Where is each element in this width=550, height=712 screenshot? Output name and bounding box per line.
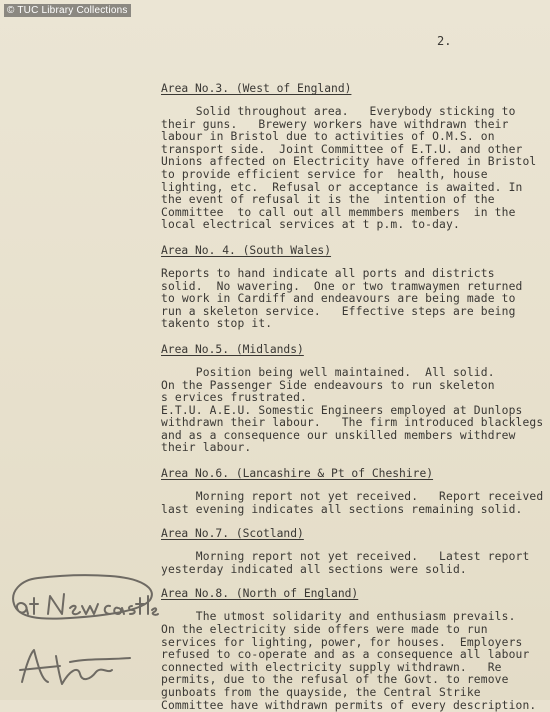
text-line: last evening indicates all sections remaining solid. (161, 502, 523, 516)
text-line: On the electricity side offers were made to run (161, 623, 488, 637)
text-line: Position being well maintained. All solid. (161, 365, 495, 379)
text-line: local electrical services at t p.m. to-day. (161, 218, 460, 232)
text-line: Unions affected on Electricity have offered in Bristol (161, 155, 537, 169)
section-heading: Area No.7. (Scotland) (161, 527, 304, 541)
section-heading: Area No.3. (West of England) (161, 82, 352, 95)
section-area-3 (161, 82, 546, 232)
section-body (161, 491, 546, 516)
section-heading: Area No. 4. (South Wales) (161, 243, 332, 257)
text-line: services for lighting, power, for houses. Employers (161, 635, 523, 649)
text-line: Reports to hand indicate all ports and districts (161, 266, 495, 280)
text-line: the event of refusal it is the intention of the (161, 193, 495, 207)
report-sections (161, 76, 546, 712)
section-area-4 (161, 244, 546, 331)
text-line: lighting, etc. Refusal or acceptance is awaited. In (161, 180, 523, 194)
text-line: Morning report not yet received. Report received (161, 490, 544, 504)
collection-watermark: © TUC Library Collections (4, 4, 131, 17)
section-heading: Area No.5. (Midlands) (161, 342, 304, 356)
text-line: E.T.U. A.E.U. Somestic Engineers employed at Dunlops (161, 403, 523, 417)
handwriting-strokes (13, 575, 158, 684)
text-line: connected with electricity supply withdrawn. Re (161, 660, 502, 674)
section-body (161, 367, 546, 455)
text-line: their guns. Brewery workers have withdrawn their (161, 117, 509, 131)
text-line: yesterday indicated all sections were solid. (161, 562, 467, 576)
text-line: and as a consequence our unskilled members withdrew (161, 428, 516, 442)
section-heading: Area No.6. (Lancashire & Pt of Cheshire) (161, 467, 434, 481)
text-line: Solid throughout area. Everybody sticking to (161, 105, 516, 118)
section-area-8 (161, 587, 546, 712)
text-line: solid. No wavering. One or two tramwaymen returned (161, 279, 523, 293)
text-line: Morning report not yet received. Latest report (161, 550, 530, 564)
text-line: withdrawn their labour. The firm introduced blacklegs (161, 416, 544, 430)
section-body (161, 551, 546, 576)
text-line: run a skeleton service. Effective steps are being (161, 304, 516, 318)
text-line: takento stop it. (161, 317, 273, 331)
text-line: their labour. (161, 441, 252, 455)
section-heading: Area No.8. (North of England) (161, 587, 359, 601)
section-body (161, 106, 546, 232)
text-line: On the Passenger Side endeavours to run skeleton (161, 378, 495, 392)
handwritten-margin-note (0, 570, 160, 700)
text-line: permits, due to the refusal of the Govt. to remove (161, 673, 509, 687)
text-line: Committee to call out all memmbers members in the (161, 205, 516, 219)
section-body (161, 611, 546, 712)
text-line: to work in Cardiff and endeavours are being made to (161, 292, 516, 306)
text-line: Committee have withdrawn permits of every description. (161, 698, 537, 712)
page-number: 2. (437, 34, 452, 48)
text-line: s ervices frustrated. (161, 391, 307, 405)
section-area-5 (161, 343, 546, 455)
text-line: transport side. Joint Committee of E.T.U. and other (161, 142, 523, 156)
section-area-6 (161, 467, 546, 516)
text-line: labour in Bristol due to activities of O.M.S. on (161, 130, 495, 144)
text-line: refused to co-operate and as a consequence all labour (161, 648, 530, 662)
text-line: to provide efficient service for health, house (161, 167, 488, 181)
text-line: The utmost solidarity and enthusiasm prevails. (161, 610, 516, 624)
section-area-7 (161, 527, 546, 576)
section-body (161, 268, 546, 331)
text-line: gunboats from the quayside, the Central Strike (161, 686, 481, 699)
